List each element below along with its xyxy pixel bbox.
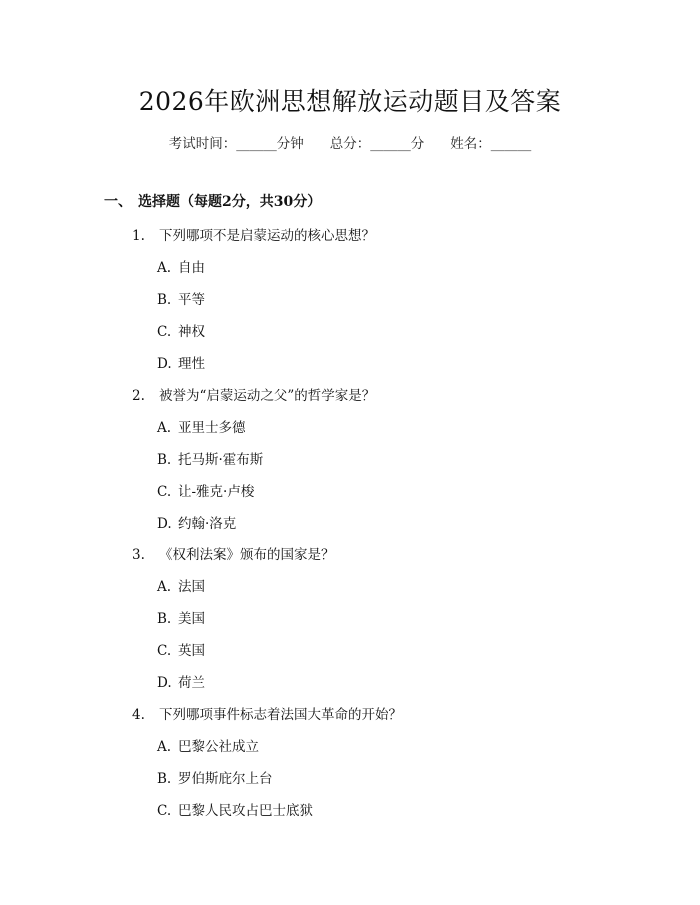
- option-letter: A.: [157, 739, 172, 755]
- option-text: 平等: [178, 292, 205, 308]
- exam-time-label: 考试时间：______分钟: [168, 136, 304, 152]
- option-item: [157, 480, 254, 500]
- question-number: 4.: [132, 707, 145, 723]
- option-item: [157, 767, 273, 787]
- option-text: 英国: [178, 643, 205, 659]
- section-title: 选择题（每题2分，共30分）: [138, 194, 322, 210]
- option-text: 巴黎人民攻占巴士底狱: [178, 803, 313, 819]
- option-letter: C.: [157, 803, 172, 819]
- question-text: 下列哪项不是启蒙运动的核心思想？: [159, 228, 375, 244]
- option-letter: C.: [157, 643, 172, 659]
- question-number: 3.: [132, 547, 145, 563]
- question-2: [132, 384, 375, 404]
- option-letter: B.: [157, 452, 172, 468]
- option-letter: A.: [157, 260, 172, 276]
- question-text: 下列哪项事件标志着法国大革命的开始？: [159, 707, 402, 723]
- question-text: 被誉为“启蒙运动之父”的哲学家是？: [159, 388, 376, 404]
- exam-meta: [0, 132, 700, 152]
- question-text: 《权利法案》颁布的国家是？: [159, 547, 335, 563]
- option-letter: A.: [157, 579, 172, 595]
- page-title: 2026年欧洲思想解放运动题目及答案: [138, 87, 562, 116]
- question-3: [132, 543, 335, 563]
- option-text: 自由: [178, 260, 205, 276]
- option-item: [157, 288, 205, 308]
- option-item: [157, 671, 205, 691]
- option-text: 美国: [178, 611, 205, 627]
- option-letter: D.: [157, 356, 172, 372]
- option-item: [157, 320, 205, 340]
- option-item: [157, 256, 205, 276]
- option-letter: C.: [157, 324, 172, 340]
- name-label: 姓名：______: [450, 136, 532, 152]
- total-score-label: 总分：______分: [329, 136, 425, 152]
- option-letter: B.: [157, 771, 172, 787]
- option-text: 神权: [178, 324, 205, 340]
- option-item: [157, 639, 205, 659]
- option-letter: B.: [157, 611, 172, 627]
- option-item: [157, 607, 205, 627]
- option-text: 罗伯斯庇尔上台: [178, 771, 273, 787]
- option-text: 荷兰: [178, 675, 205, 691]
- question-number: 1.: [132, 228, 145, 244]
- section-heading: [104, 191, 321, 211]
- question-number: 2.: [132, 388, 145, 404]
- option-text: 让-雅克·卢梭: [178, 484, 255, 500]
- option-letter: A.: [157, 420, 172, 436]
- option-text: 约翰·洛克: [178, 516, 237, 532]
- option-text: 托马斯·霍布斯: [178, 452, 264, 468]
- option-item: [157, 512, 236, 532]
- question-4: [132, 703, 402, 723]
- option-text: 理性: [178, 356, 205, 372]
- section-number: 一、: [104, 194, 132, 210]
- option-item: [157, 799, 313, 819]
- option-item: [157, 416, 246, 436]
- option-text: 法国: [178, 579, 205, 595]
- question-1: [132, 224, 375, 244]
- option-letter: D.: [157, 516, 172, 532]
- option-letter: D.: [157, 675, 172, 691]
- option-text: 巴黎公社成立: [178, 739, 259, 755]
- option-item: [157, 448, 263, 468]
- option-item: [157, 735, 259, 755]
- option-letter: B.: [157, 292, 172, 308]
- option-item: [157, 575, 205, 595]
- option-item: [157, 352, 205, 372]
- option-text: 亚里士多德: [178, 420, 246, 436]
- option-letter: C.: [157, 484, 172, 500]
